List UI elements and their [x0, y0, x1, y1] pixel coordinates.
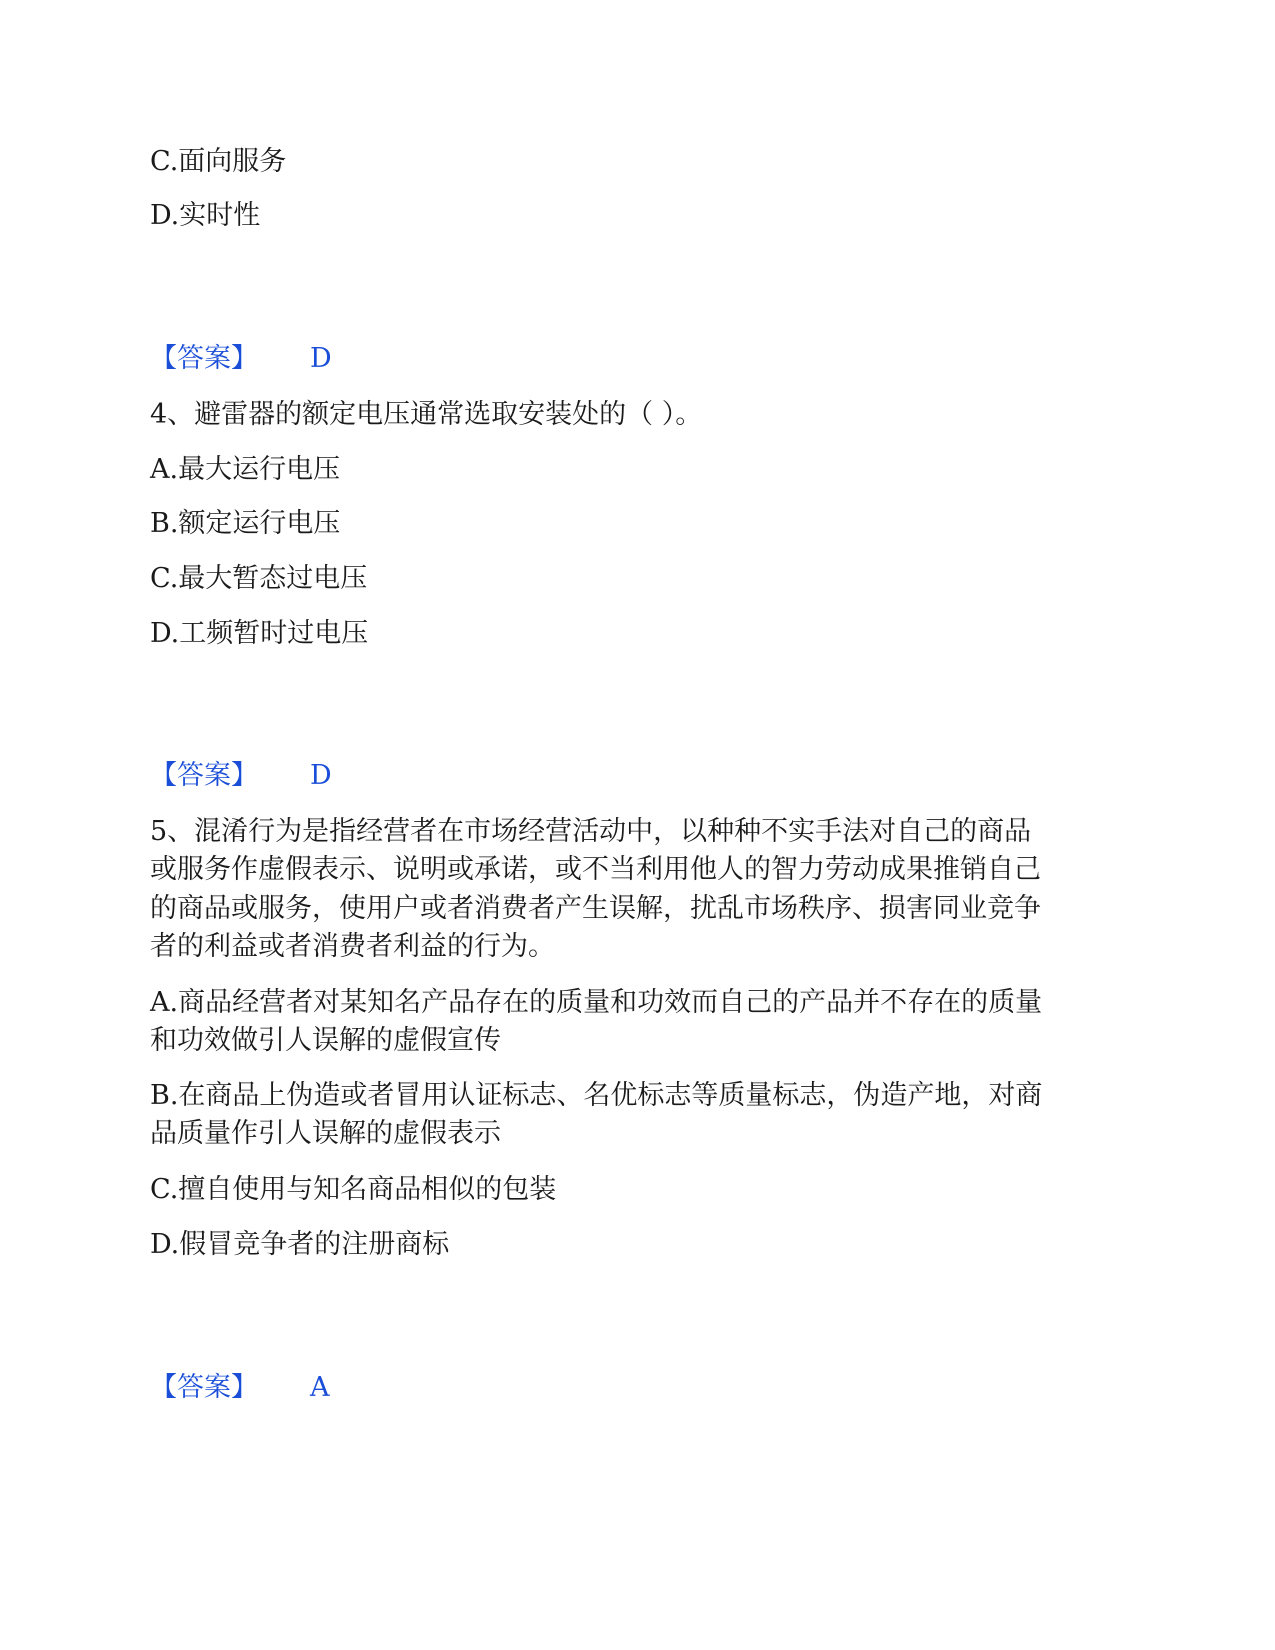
q5-option-a-line-1: A.商品经营者对某知名产品存在的质量和功效而自己的产品并不存在的质量: [150, 987, 1043, 1018]
q5-stem-line-2: 或服务作虚假表示、说明或承诺，或不当利用他人的智力劳动成果推销自己: [150, 854, 1041, 885]
q5-option-b-line-2: 品质量作引人误解的虚假表示: [150, 1118, 501, 1149]
q5-stem-line-4: 者的利益或者消费者利益的行为。: [150, 931, 555, 962]
answer-value: A: [310, 1372, 330, 1403]
answer-label: 【答案】: [150, 343, 258, 374]
q5-stem-line-3: 的商品或服务，使用户或者消费者产生误解，扰乱市场秩序、损害同业竞争: [150, 893, 1041, 924]
q3-option-c: C.面向服务: [150, 146, 287, 177]
q5-option-c: C.擅自使用与知名商品相似的包装: [150, 1174, 557, 1205]
answer-value: D: [310, 343, 332, 374]
q4-option-b: B.额定运行电压: [150, 508, 341, 539]
q4-stem: 4、避雷器的额定电压通常选取安装处的（ ）。: [150, 399, 703, 430]
q3-option-d: D.实时性: [150, 200, 261, 231]
answer-label: 【答案】: [150, 1372, 258, 1403]
q4-answer: [150, 757, 332, 795]
q5-answer: [150, 1369, 330, 1407]
q4-option-a: A.最大运行电压: [150, 454, 341, 485]
q5-option-a-line-2: 和功效做引人误解的虚假宣传: [150, 1025, 501, 1056]
q5-stem-line-1: 5、混淆行为是指经营者在市场经营活动中，以种种不实手法对自己的商品: [150, 816, 1032, 847]
q5-option-b-line-1: B.在商品上伪造或者冒用认证标志、名优标志等质量标志，伪造产地，对商: [150, 1080, 1043, 1111]
q3-answer: [150, 340, 332, 378]
answer-value: D: [310, 760, 332, 791]
answer-label: 【答案】: [150, 760, 258, 791]
q4-option-c: C.最大暂态过电压: [150, 563, 368, 594]
q5-option-d: D.假冒竞争者的注册商标: [150, 1229, 450, 1260]
q4-option-d: D.工频暂时过电压: [150, 618, 369, 649]
